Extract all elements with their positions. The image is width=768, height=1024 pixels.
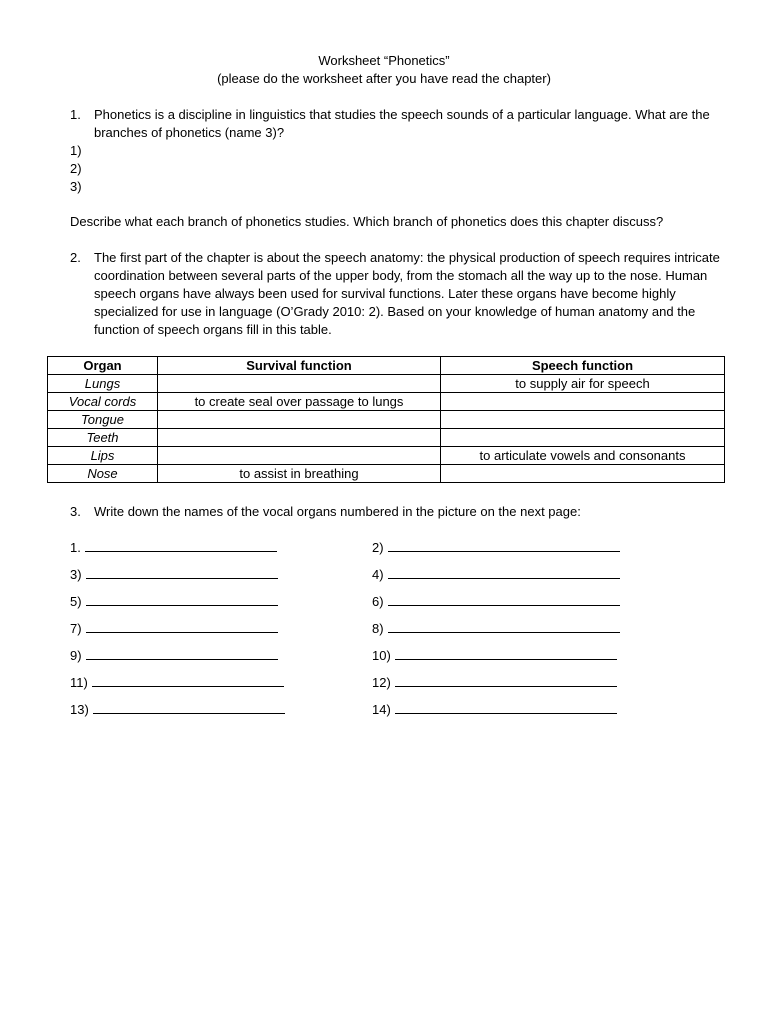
answer-blank[interactable]: [85, 538, 277, 552]
answer-label: 10): [372, 648, 391, 663]
table-row: [48, 429, 725, 447]
answer-label: 4): [372, 567, 384, 582]
speech-cell[interactable]: [441, 411, 725, 429]
organ-cell: Lips: [48, 447, 158, 465]
answer-label: 5): [70, 594, 82, 609]
branch-line-3[interactable]: 3): [70, 179, 82, 194]
speech-cell[interactable]: [441, 465, 725, 483]
speech-cell[interactable]: to articulate vowels and consonants: [441, 447, 725, 465]
answer-blank[interactable]: [395, 646, 617, 660]
answer-row: [70, 538, 670, 565]
answer-blank[interactable]: [92, 673, 284, 687]
answer-blank[interactable]: [395, 700, 617, 714]
answer-label: 8): [372, 621, 384, 636]
answer-blank[interactable]: [86, 565, 278, 579]
answer-row: [70, 700, 670, 727]
branch-line-1[interactable]: 1): [70, 143, 82, 158]
answer-blank[interactable]: [86, 646, 278, 660]
header-survival-function: Survival function: [158, 357, 441, 375]
answer-blank[interactable]: [86, 619, 278, 633]
speech-cell[interactable]: [441, 393, 725, 411]
answer-blank[interactable]: [395, 673, 617, 687]
organ-cell: Tongue: [48, 411, 158, 429]
question-3-number: 3.: [70, 504, 81, 519]
answer-label: 1.: [70, 540, 81, 555]
table-row: [48, 447, 725, 465]
question-1-text: Phonetics is a discipline in linguistics that studies the speech sounds of a particular language. What are the branches of phonetics (name 3)?: [94, 107, 710, 140]
organ-cell: Vocal cords: [48, 393, 158, 411]
question-2: [70, 249, 730, 339]
answer-label: 11): [70, 675, 88, 690]
worksheet-title: Worksheet “Phonetics”: [318, 53, 450, 68]
speech-cell[interactable]: [441, 429, 725, 447]
question-3-text: Write down the names of the vocal organs numbered in the picture on the next page:: [94, 504, 581, 519]
answer-row: [70, 619, 670, 646]
organ-cell: Nose: [48, 465, 158, 483]
vocal-organ-answer-list: [70, 538, 670, 727]
answer-label: 7): [70, 621, 82, 636]
answer-blank[interactable]: [388, 565, 620, 579]
answer-row: [70, 592, 670, 619]
describe-prompt: Describe what each branch of phonetics studies. Which branch of phonetics does this chapter discuss?: [70, 214, 664, 229]
answer-blank[interactable]: [388, 592, 620, 606]
answer-row: [70, 646, 670, 673]
worksheet-subtitle: (please do the worksheet after you have read the chapter): [217, 71, 551, 86]
answer-label: 9): [70, 648, 82, 663]
branch-line-2[interactable]: 2): [70, 161, 82, 176]
survival-cell[interactable]: [158, 375, 441, 393]
table-row: [48, 465, 725, 483]
question-1-number: 1.: [70, 107, 81, 122]
speech-organs-table: [47, 356, 725, 483]
answer-label: 3): [70, 567, 82, 582]
answer-blank[interactable]: [93, 700, 285, 714]
survival-cell[interactable]: to create seal over passage to lungs: [158, 393, 441, 411]
organ-cell: Lungs: [48, 375, 158, 393]
question-2-text: The first part of the chapter is about the speech anatomy: the physical production of speech requires intricate coordination between several parts of the upper body, from the stomach all the way up to the nose. Human speech organs have always been used for survival functions. Later these organs have become highly specialized for use in language (O’Grady 2010: 2). Based on your knowledge of human anatomy and the function of speech organs fill in this table.: [94, 250, 720, 337]
survival-cell[interactable]: [158, 447, 441, 465]
answer-label: 12): [372, 675, 391, 690]
survival-cell[interactable]: [158, 429, 441, 447]
survival-cell[interactable]: [158, 411, 441, 429]
organ-cell: Teeth: [48, 429, 158, 447]
branch-answer-lines: [70, 142, 82, 196]
answer-blank[interactable]: [388, 538, 620, 552]
survival-cell[interactable]: to assist in breathing: [158, 465, 441, 483]
header-speech-function: Speech function: [441, 357, 725, 375]
answer-label: 2): [372, 540, 384, 555]
answer-blank[interactable]: [86, 592, 278, 606]
question-1: [70, 106, 730, 142]
answer-label: 6): [372, 594, 384, 609]
answer-label: 14): [372, 702, 391, 717]
header-organ: Organ: [48, 357, 158, 375]
answer-row: [70, 673, 670, 700]
table-row: [48, 411, 725, 429]
question-2-number: 2.: [70, 250, 81, 265]
answer-blank[interactable]: [388, 619, 620, 633]
table-row: [48, 393, 725, 411]
table-row: [48, 375, 725, 393]
answer-row: [70, 565, 670, 592]
question-3: [70, 503, 730, 521]
table-header-row: [48, 357, 725, 375]
speech-cell[interactable]: to supply air for speech: [441, 375, 725, 393]
answer-label: 13): [70, 702, 89, 717]
